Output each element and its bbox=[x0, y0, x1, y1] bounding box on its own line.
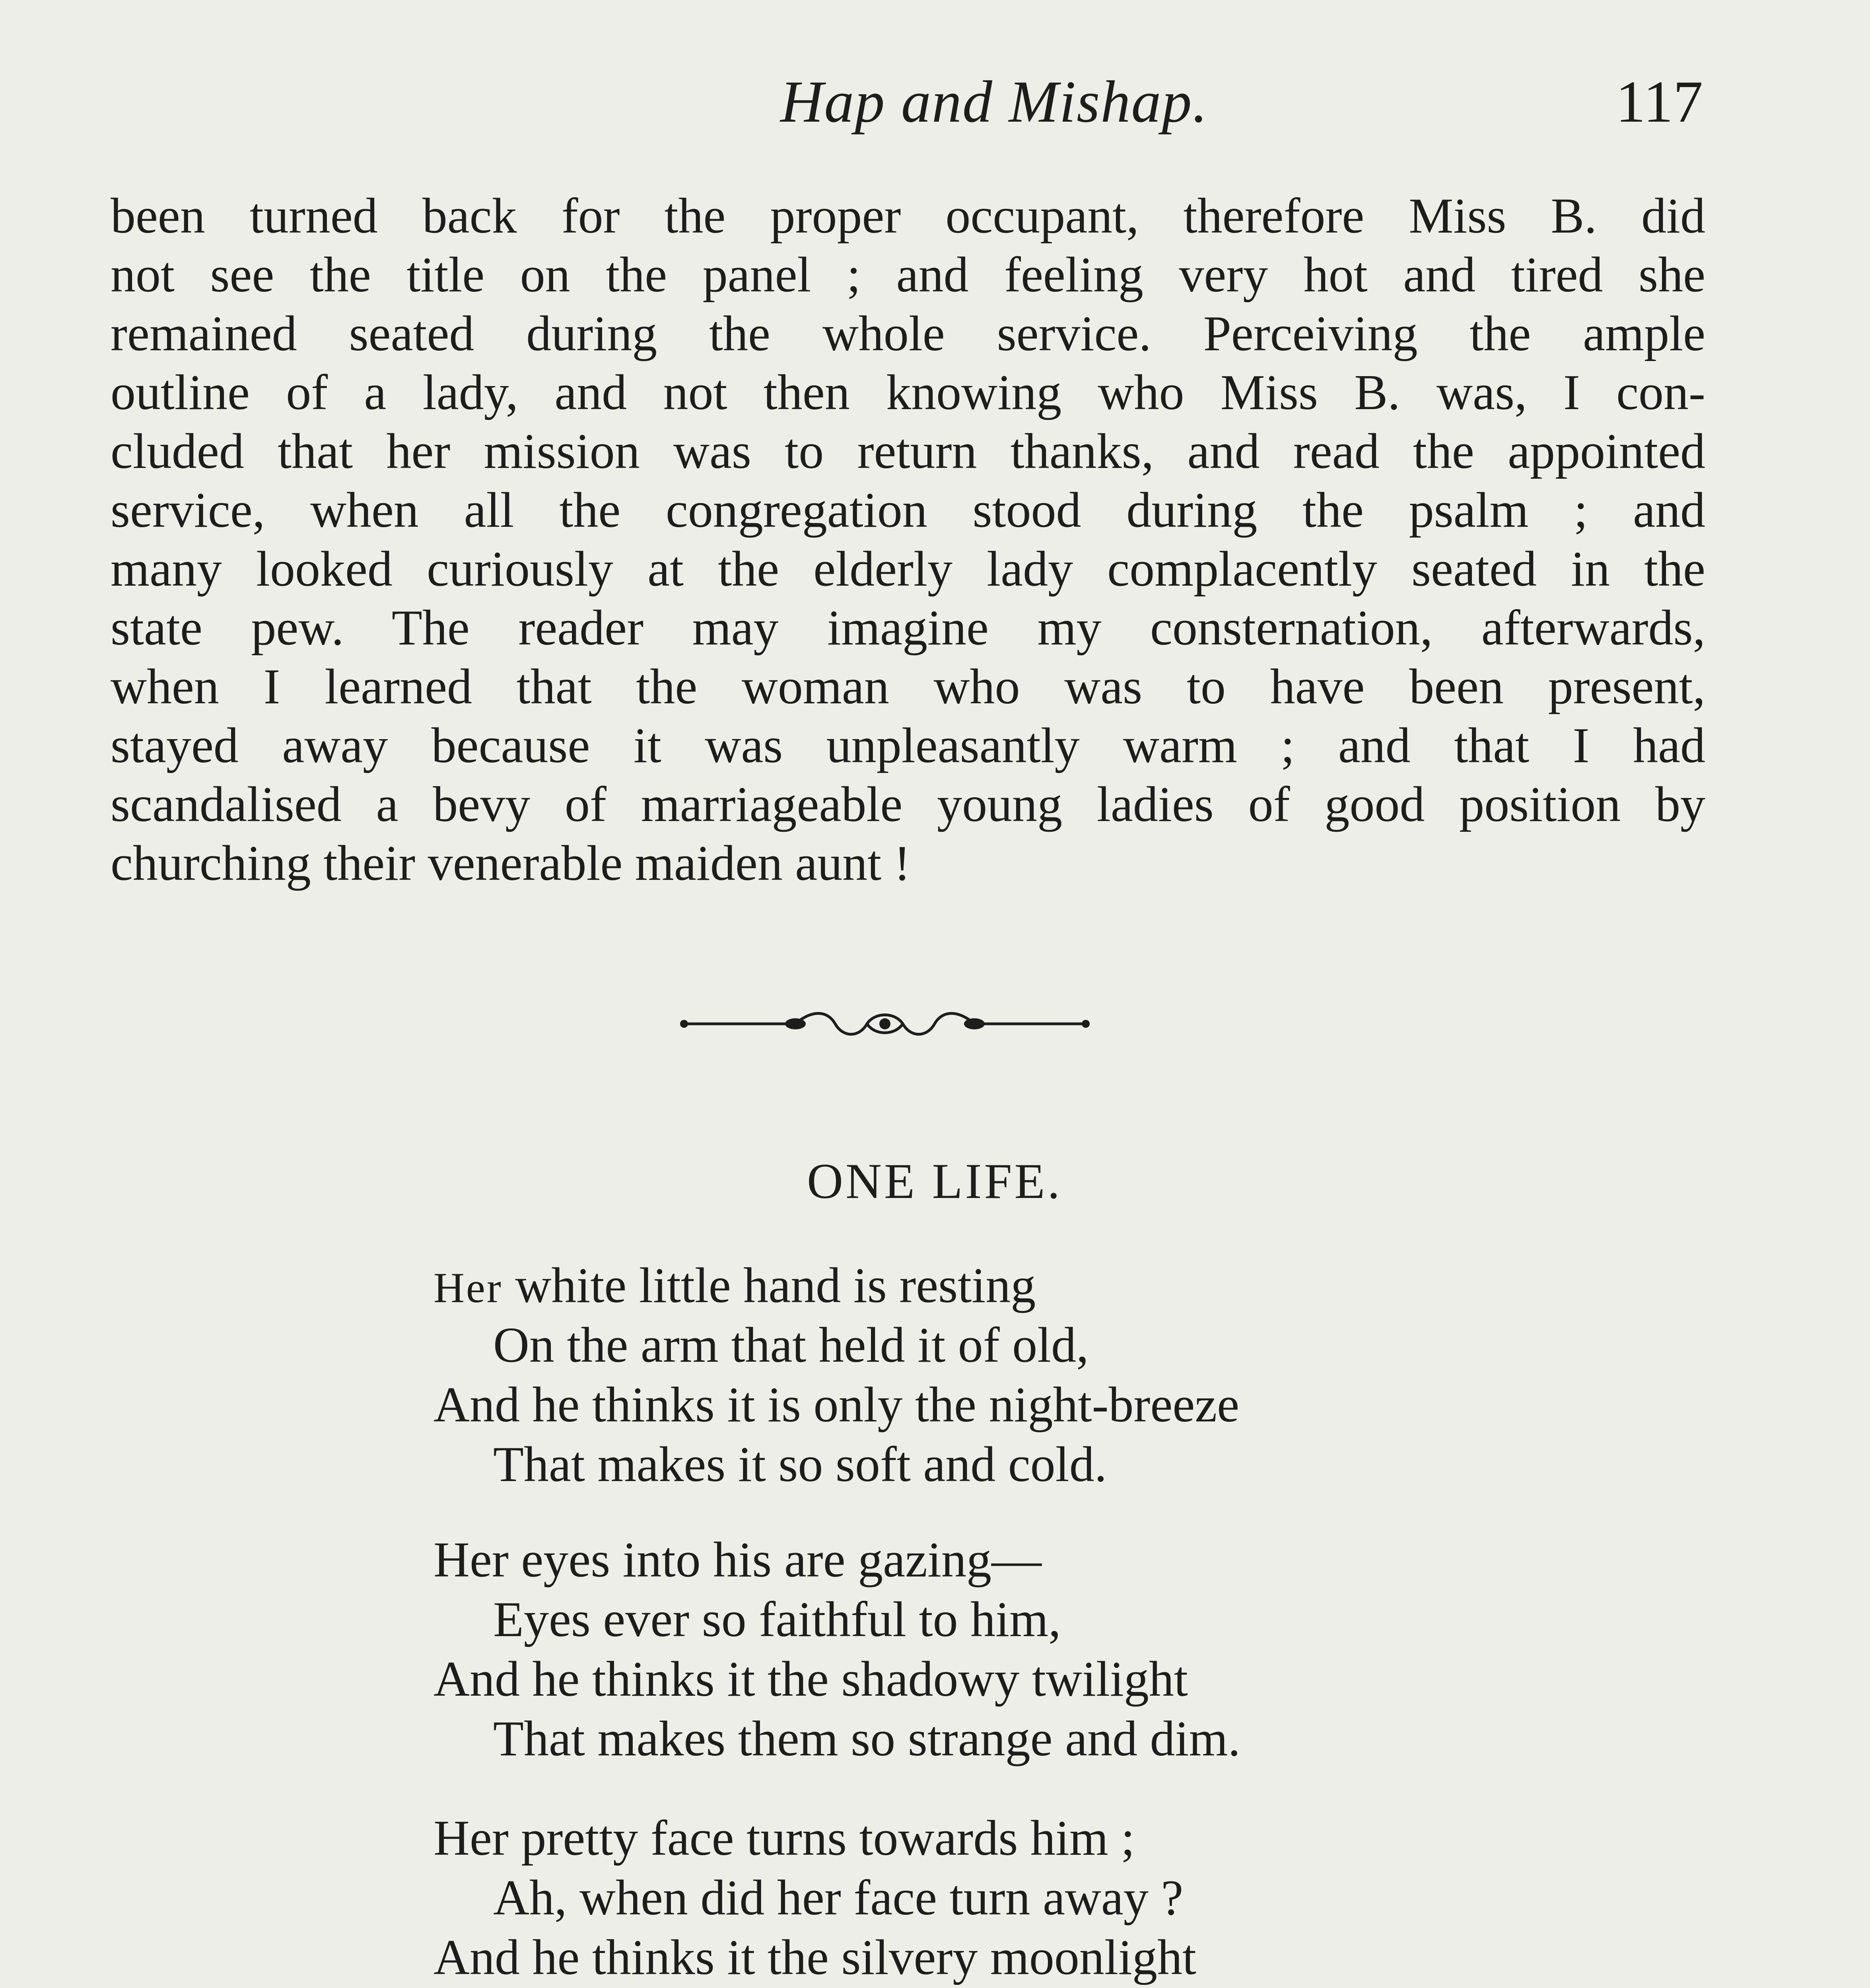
poem-line: That makes them so strange and dim. bbox=[493, 1711, 1241, 1767]
page-number: 117 bbox=[1615, 69, 1703, 135]
poem-line: Her eyes into his are gazing— bbox=[433, 1532, 1042, 1588]
poem-line: On the arm that held it of old, bbox=[493, 1318, 1089, 1373]
prose-line: service, when all the congregation stood during the psalm ; and bbox=[111, 483, 1705, 538]
poem-line bbox=[433, 1256, 1036, 1318]
prose-line: when I learned that the woman who was to have been present, bbox=[111, 659, 1705, 714]
poem-line: Eyes ever so faithful to him, bbox=[493, 1592, 1061, 1647]
poem-line-text: white little hand is resting bbox=[515, 1258, 1036, 1313]
poem-line: And he thinks it is only the night-breeze bbox=[433, 1377, 1240, 1433]
running-title: Hap and Mishap. bbox=[780, 69, 1208, 135]
prose-line: churching their venerable maiden aunt ! bbox=[111, 836, 911, 891]
poem-line: That makes it so soft and cold. bbox=[493, 1437, 1107, 1492]
poem-first-word: Her bbox=[433, 1264, 503, 1312]
prose-line: state pew. The reader may imagine my consternation, afterwards, bbox=[111, 600, 1705, 656]
prose-line: scandalised a bevy of marriageable young ladies of good position by bbox=[111, 777, 1705, 832]
prose-line: not see the title on the panel ; and feeling very hot and tired she bbox=[111, 247, 1705, 303]
prose-line: stayed away because it was unpleasantly warm ; and that I had bbox=[111, 718, 1705, 773]
prose-line: many looked curiously at the elderly lady complacently seated in the bbox=[111, 542, 1705, 597]
poem-line: Her pretty face turns towards him ; bbox=[433, 1811, 1135, 1866]
prose-line: been turned back for the proper occupant, therefore Miss B. did bbox=[111, 188, 1705, 244]
poem-line: Ah, when did her face turn away ? bbox=[493, 1870, 1184, 1926]
poem-line: And he thinks it the shadowy twilight bbox=[433, 1652, 1188, 1707]
prose-line: cluded that her mission was to return thanks, and read the appointed bbox=[111, 424, 1705, 479]
prose-line: outline of a lady, and not then knowing who Miss B. was, I con- bbox=[111, 365, 1705, 420]
poem-line: And he thinks it the silvery moonlight bbox=[433, 1930, 1196, 1985]
poem-title: ONE LIFE. bbox=[807, 1154, 1062, 1209]
prose-line: remained seated during the whole service. Perceiving the ample bbox=[111, 306, 1705, 361]
section-ornament bbox=[676, 1006, 1094, 1042]
prose-paragraph bbox=[111, 187, 1705, 893]
